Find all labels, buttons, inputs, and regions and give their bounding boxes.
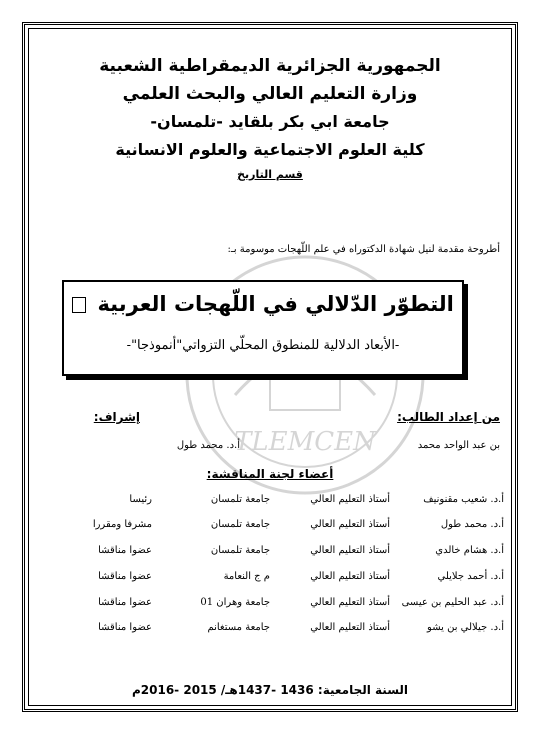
member-name: أ.د. شعيب مقنونيف bbox=[423, 494, 504, 505]
member-rank: أستاذ التعليم العالي bbox=[310, 571, 390, 582]
thesis-intro: أطروحة مقدمة لنيل شهادة الدكتوراه في علم اللّهجات موسومة بـ: bbox=[227, 244, 500, 255]
member-role: عضوا مناقشا bbox=[98, 597, 152, 608]
member-rank: أستاذ التعليم العالي bbox=[310, 545, 390, 556]
member-name: أ.د. هشام خالدي bbox=[435, 545, 504, 556]
institution-header bbox=[60, 52, 480, 186]
member-role: رئيسا bbox=[129, 494, 152, 505]
member-university: جامعة تلمسان bbox=[210, 494, 270, 505]
thesis-subtitle: -الأبعاد الدلالية للمنطوق المحلّي التزواتي"أنموذجا"- bbox=[126, 338, 400, 353]
ministry-name: وزارة التعليم العالي والبحث العلمي bbox=[122, 84, 418, 104]
member-university: جامعة تلمسان bbox=[210, 519, 270, 530]
committee-row bbox=[0, 519, 540, 539]
thesis-title bbox=[64, 292, 462, 316]
member-university: جامعة وهران 01 bbox=[200, 597, 270, 608]
supervisor-label: إشراف: bbox=[93, 410, 140, 424]
member-name: أ.د. أحمد جلايلي bbox=[437, 571, 504, 582]
member-role: عضوا مناقشا bbox=[98, 622, 152, 633]
member-rank: أستاذ التعليم العالي bbox=[310, 519, 390, 530]
thesis-title-box bbox=[62, 280, 464, 376]
member-university: جامعة مستغانم bbox=[207, 622, 270, 633]
member-rank: أستاذ التعليم العالي bbox=[310, 597, 390, 608]
preparer-name: بن عبد الواحد محمد bbox=[417, 440, 500, 451]
committee-row bbox=[0, 622, 540, 642]
member-role: عضوا مناقشا bbox=[98, 545, 152, 556]
university-name: جامعة ابي بكر بلقايد -تلمسان- bbox=[150, 112, 390, 131]
academic-year: السنة الجامعية: 1436 -1437هـ/ 2015 -2016م bbox=[131, 683, 409, 697]
member-role: عضوا مناقشا bbox=[98, 571, 152, 582]
member-role: مشرفا ومقررا bbox=[92, 519, 152, 530]
republic-name: الجمهورية الجزائرية الديمقراطية الشعبية bbox=[99, 56, 441, 76]
member-name: أ.د. عبد الحليم بن عيسى bbox=[401, 597, 504, 608]
member-rank: أستاذ التعليم العالي bbox=[310, 494, 390, 505]
member-university: جامعة تلمسان bbox=[210, 545, 270, 556]
committee-row bbox=[0, 571, 540, 591]
member-name: أ.د. محمد طول bbox=[440, 519, 504, 530]
committee-row bbox=[0, 494, 540, 514]
faculty-name: كلية العلوم الاجتماعية والعلوم الانسانية bbox=[115, 140, 425, 159]
thesis-title-text: التطوّر الدّلالي في اللّهجات العربية bbox=[97, 292, 454, 316]
department-name: قسم التاريخ bbox=[237, 168, 303, 181]
committee-row bbox=[0, 545, 540, 565]
preparer-label: من إعداد الطالب: bbox=[397, 410, 500, 424]
watermark-text: TLEMCEN bbox=[234, 427, 376, 457]
member-university: م ج النعامة bbox=[223, 571, 270, 582]
member-rank: أستاذ التعليم العالي bbox=[310, 622, 390, 633]
member-name: أ.د. جيلالي بن يشو bbox=[427, 622, 504, 633]
committee-title: أعضاء لجنة المناقشة: bbox=[206, 467, 334, 481]
committee-row bbox=[0, 597, 540, 617]
supervisor-name: أ.د. محمد طول bbox=[176, 440, 240, 451]
checkbox-icon bbox=[72, 297, 86, 313]
